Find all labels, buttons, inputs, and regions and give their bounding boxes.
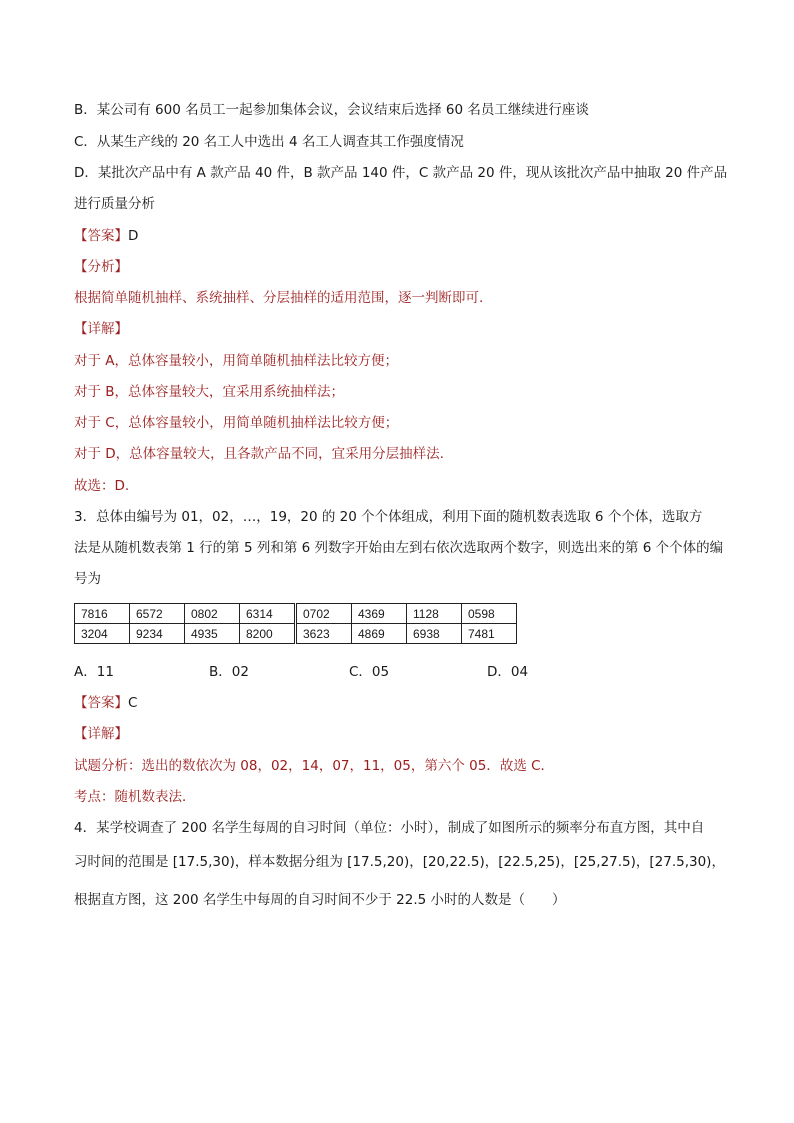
q4-stem: 4．某学校调查了 200 名学生每周的自习时间（单位：小时），制成了如图所示的频率分布直方图，其中自 xyxy=(74,820,705,836)
table-cell: 6572 xyxy=(130,604,185,624)
table-cell: 4369 xyxy=(352,604,407,624)
table-cell: 4869 xyxy=(352,624,407,644)
table-cell: 7481 xyxy=(462,624,517,644)
detail-tag: 【详解】 xyxy=(74,726,128,742)
option-b: B．某公司有 600 名员工一起参加集体会议，会议结束后选择 60 名员工继续进行座谈 xyxy=(74,102,589,118)
table-cell: 0598 xyxy=(462,604,517,624)
table-cell: 3623 xyxy=(296,624,352,644)
detail-line: 对于 A，总体容量较小，用简单随机抽样法比较方便； xyxy=(74,353,399,369)
q4-stem: 习时间的范围是 [17.5,30)，样本数据分组为 [17.5,20)，[20,22.5)，[22.5,25)，[25,27.5)，[27.5,30)， xyxy=(74,854,725,870)
kaodian-text: 考点：随机数表法． xyxy=(74,789,196,805)
option-d: D．某批次产品中有 A 款产品 40 件，B 款产品 140 件，C 款产品 20 件，现从该批次产品中抽取 20 件产品 xyxy=(74,165,728,181)
answer-tag: 【答案】 xyxy=(74,228,128,244)
detail-conclusion: 故选：D. xyxy=(74,478,130,494)
answer-line xyxy=(74,227,138,245)
q3-stem: 号为 xyxy=(74,571,101,587)
analysis-text: 根据简单随机抽样、系统抽样、分层抽样的适用范围，逐一判断即可. xyxy=(74,290,484,306)
answer-line xyxy=(74,694,137,712)
table-cell: 7816 xyxy=(75,604,130,624)
table-cell: 8200 xyxy=(240,624,296,644)
detail-tag: 【详解】 xyxy=(74,321,128,337)
table-row xyxy=(75,624,517,644)
detail-line: 对于 B，总体容量较大，宜采用系统抽样法； xyxy=(74,384,345,400)
option-c: C．从某生产线的 20 名工人中选出 4 名工人调查其工作强度情况 xyxy=(74,134,464,150)
table-cell: 6938 xyxy=(407,624,462,644)
table-cell: 0702 xyxy=(296,604,352,624)
answer-value: C xyxy=(128,695,138,711)
table-cell: 4935 xyxy=(185,624,240,644)
table-cell: 9234 xyxy=(130,624,185,644)
table-cell: 6314 xyxy=(240,604,296,624)
detail-line: 对于 C，总体容量较小，用简单随机抽样法比较方便； xyxy=(74,415,399,431)
table-cell: 0802 xyxy=(185,604,240,624)
table-cell: 1128 xyxy=(407,604,462,624)
option-d: D．04 xyxy=(487,664,529,680)
random-number-table xyxy=(74,603,517,644)
answer-tag: 【答案】 xyxy=(74,695,128,711)
q3-options xyxy=(74,663,528,681)
q3-stem: 法是从随机数表第 1 行的第 5 列和第 6 列数字开始由左到右依次选取两个数字，则选出来的第 6 个个体的编 xyxy=(74,540,724,556)
detail-text: 试题分析：选出的数依次为 08，02，14，07，11，05，第六个 05．故选 C． xyxy=(74,758,555,774)
option-c: C．05 xyxy=(349,664,390,680)
q3-stem: 3．总体由编号为 01，02，…，19，20 的 20 个个体组成，利用下面的随机数表选取 6 个个体，选取方 xyxy=(74,509,703,525)
option-a: A．11 xyxy=(74,664,114,680)
option-d-continued: 进行质量分析 xyxy=(74,196,155,212)
table-row xyxy=(75,604,517,624)
option-b: B．02 xyxy=(209,664,249,680)
table-cell: 3204 xyxy=(75,624,130,644)
q4-stem: 根据直方图，这 200 名学生中每周的自习时间不少于 22.5 小时的人数是（ ） xyxy=(74,892,566,908)
answer-value: D xyxy=(128,228,139,244)
detail-line: 对于 D，总体容量较大，且各款产品不同，宜采用分层抽样法. xyxy=(74,446,444,462)
analysis-tag: 【分析】 xyxy=(74,259,128,275)
